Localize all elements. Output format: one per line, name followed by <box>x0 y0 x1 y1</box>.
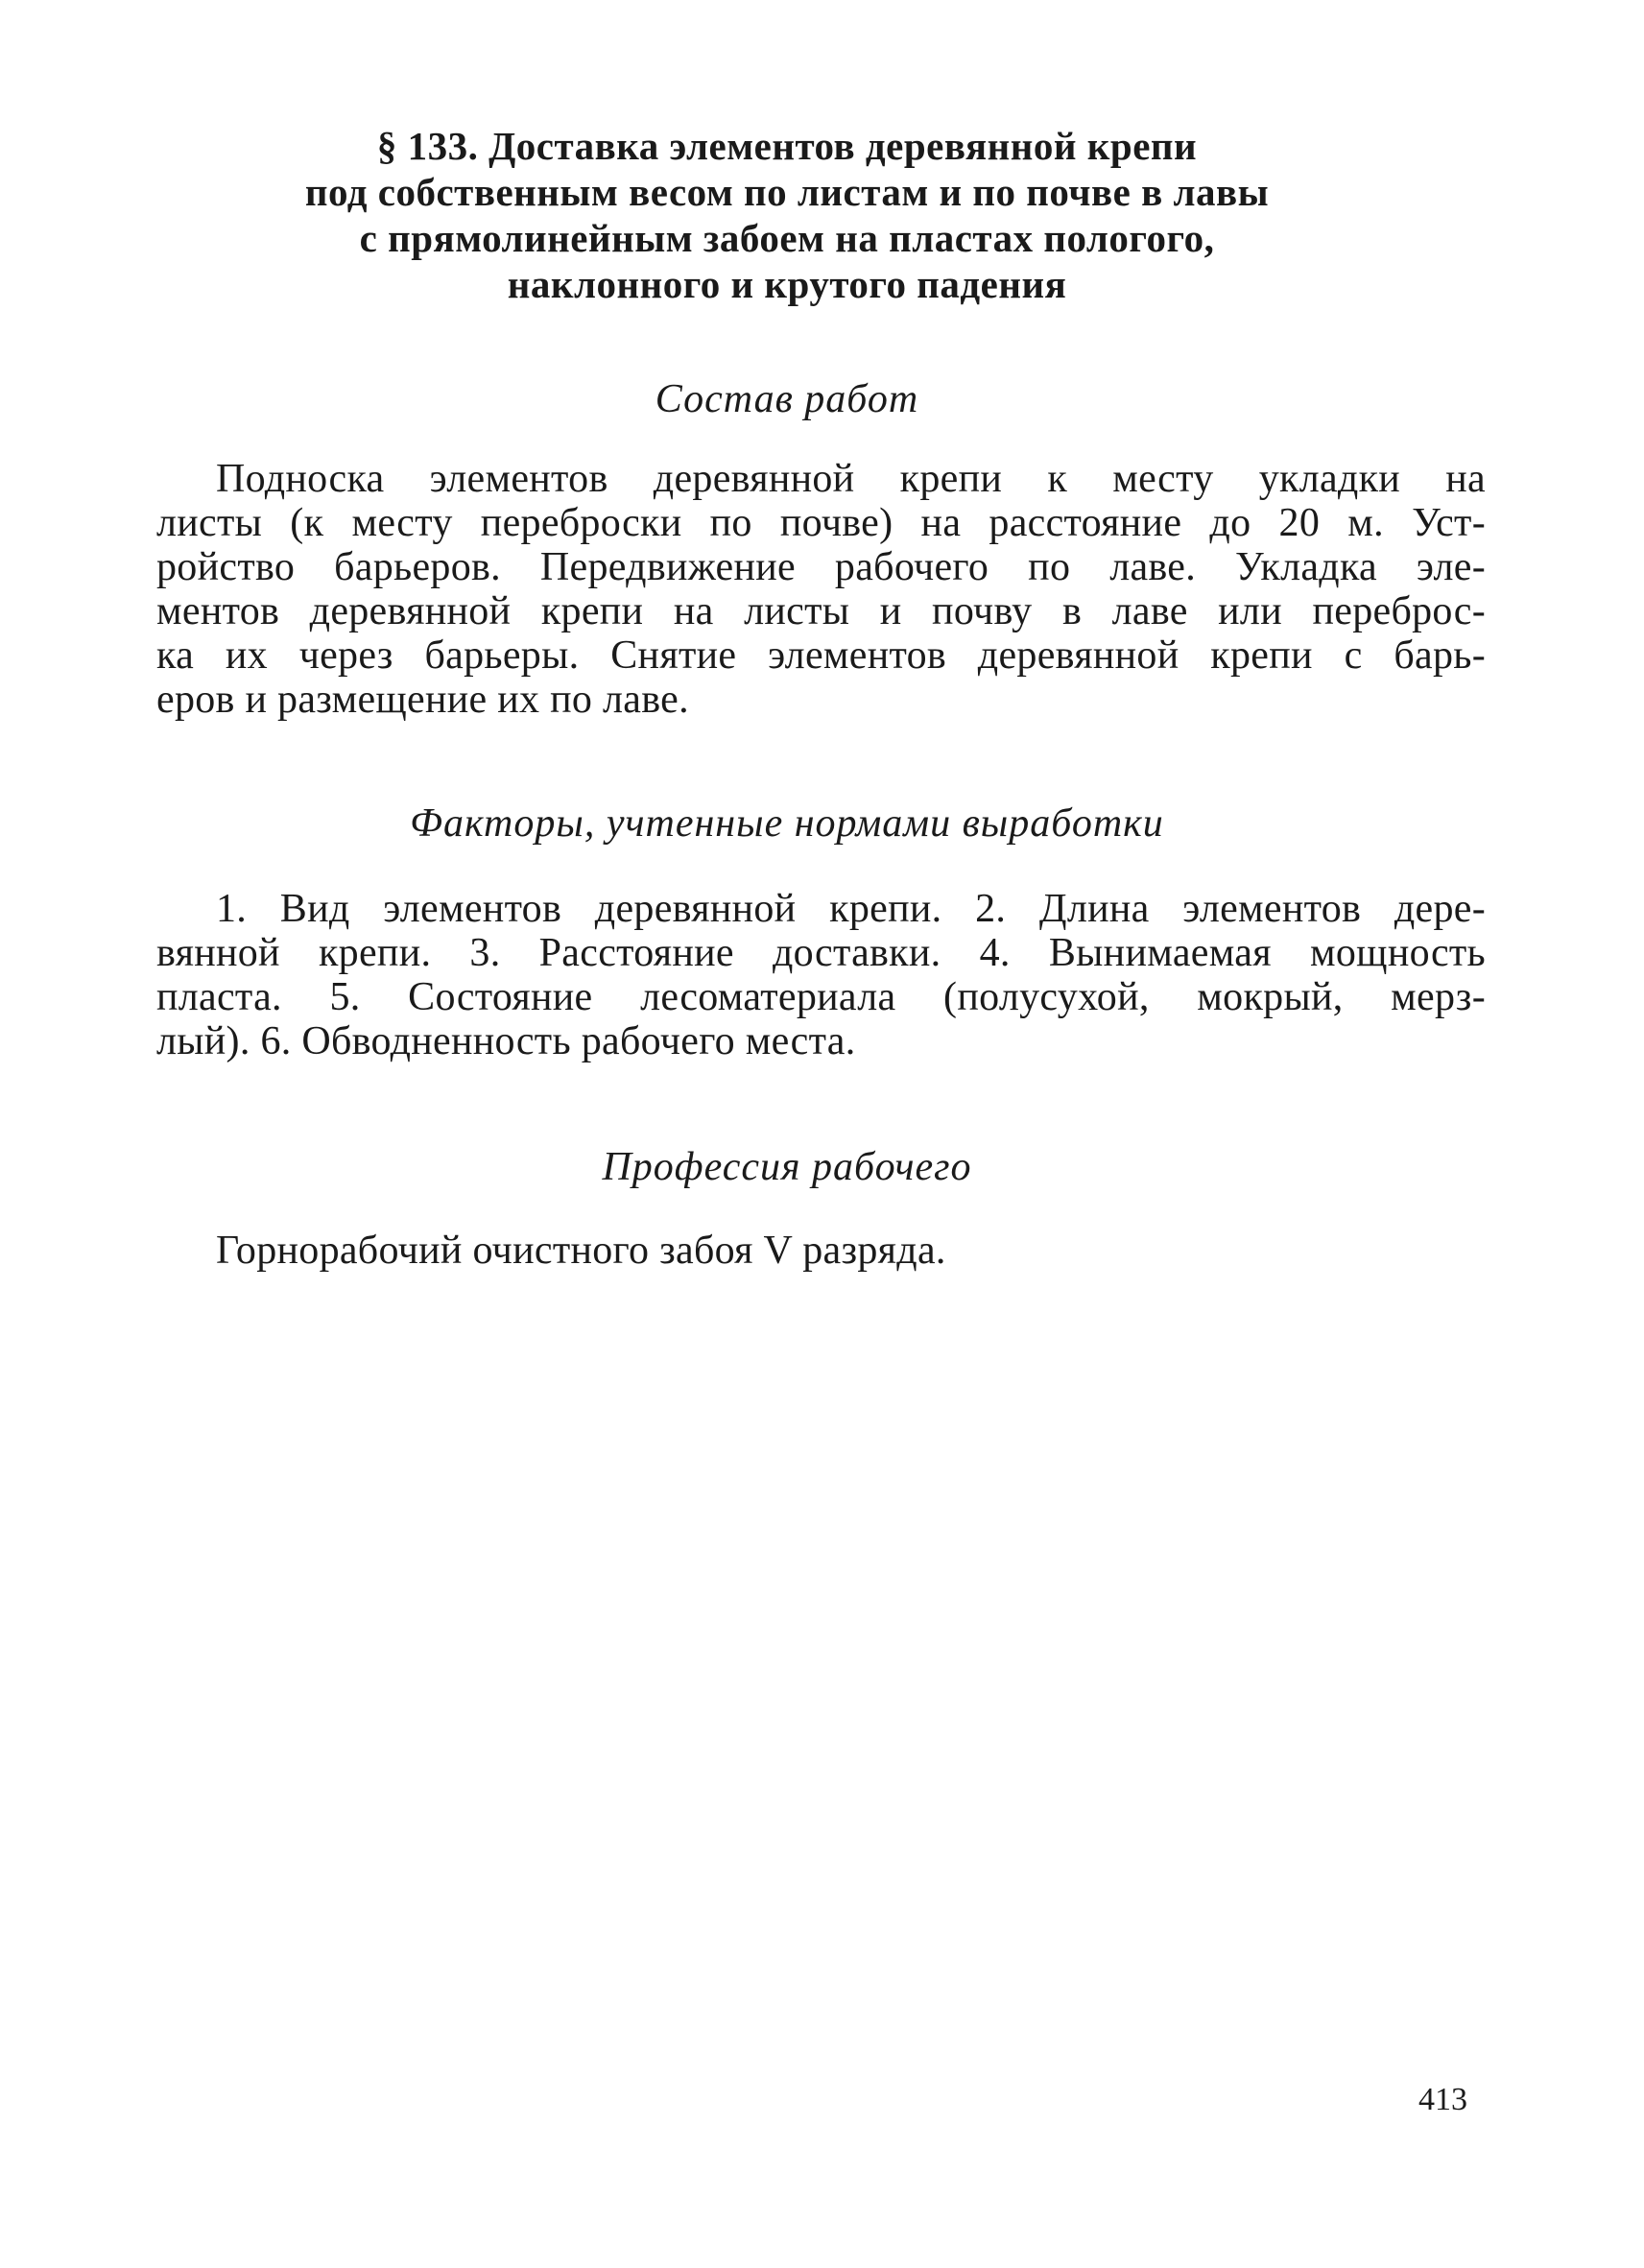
title-line: наклонного и крутого падения <box>507 262 1067 306</box>
paragraph-line: ройство барьеров. Передвижение рабочего по лаве. Укладка эле- <box>156 545 1486 589</box>
paragraph-line: пласта. 5. Состояние лесоматериала (полусухой, мокрый, мерз- <box>156 975 1486 1019</box>
title-line: под собственным весом по листам и по почве в лавы <box>304 170 1270 214</box>
paragraph-line: ментов деревянной крепи на листы и почву в лаве или переброс- <box>156 589 1486 633</box>
paragraph-line: Подноска элементов деревянной крепи к месту укладки на <box>216 457 1486 501</box>
paragraph-line: лый). 6. Обводненность рабочего места. <box>156 1019 856 1063</box>
factors-paragraph <box>156 887 1486 1063</box>
title-line: § 133. Доставка элементов деревянной крепи <box>376 124 1198 168</box>
paragraph-line: еров и размещение их по лаве. <box>156 678 689 722</box>
profession-paragraph <box>156 1229 1486 1273</box>
paragraph-line: Горнорабочий очистного забоя V разряда. <box>216 1229 946 1273</box>
paragraph-line: вянной крепи. 3. Расстояние доставки. 4. Вынимаемая мощность <box>156 931 1486 975</box>
section-title <box>211 123 1363 307</box>
paragraph-line: ка их через барьеры. Снятие элементов деревянной крепи с барь- <box>156 633 1486 678</box>
composition-heading: Состав работ <box>655 377 919 421</box>
paragraph-line: листы (к месту переброски по почве) на расстояние до 20 м. Уст- <box>156 501 1486 545</box>
paragraph-line: 1. Вид элементов деревянной крепи. 2. Длина элементов дере- <box>216 887 1486 931</box>
profession-heading: Профессия рабочего <box>602 1145 972 1189</box>
title-line: с прямолинейным забоем на пластах пологого, <box>359 216 1215 260</box>
page-number: 413 <box>1418 2082 1467 2117</box>
factors-heading: Факторы, учтенные нормами выработки <box>410 801 1164 846</box>
composition-paragraph <box>156 457 1486 722</box>
